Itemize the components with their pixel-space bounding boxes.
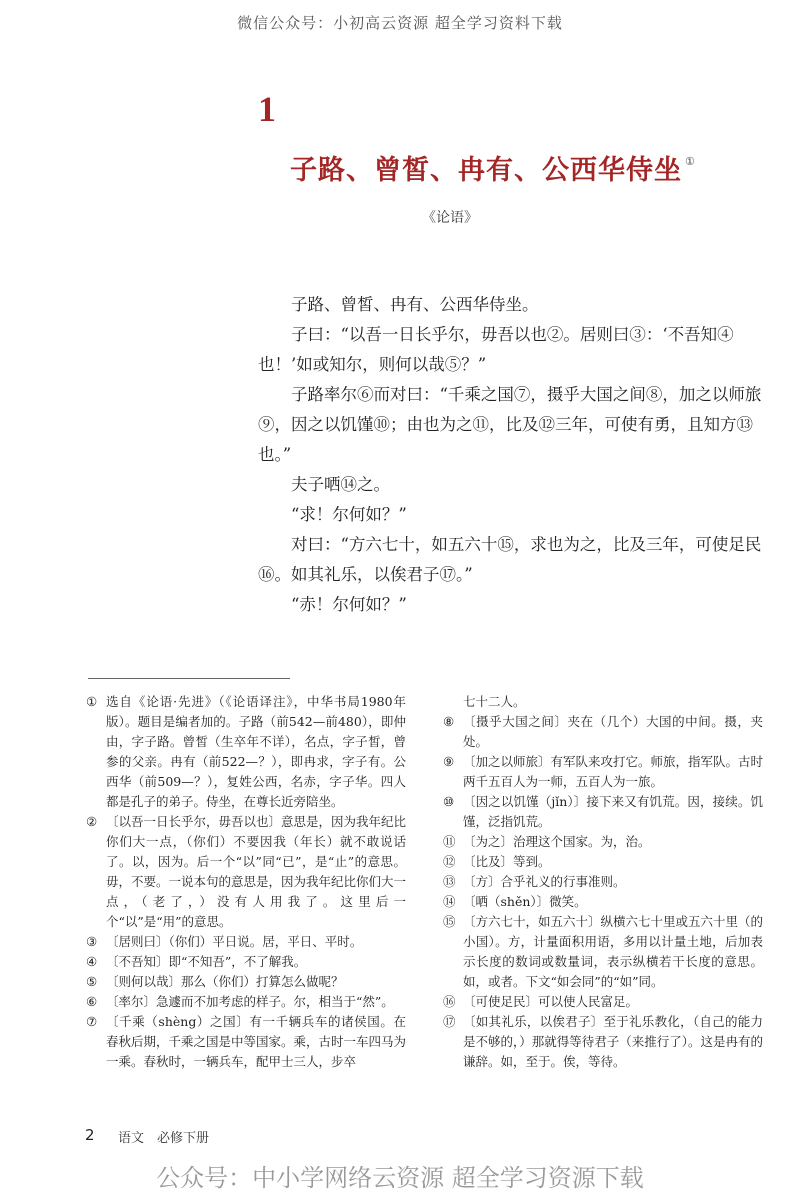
footnote-number: ⑧ [443,714,455,729]
footnote-text: 〔方〕合乎礼义的行事准则。 [463,874,626,889]
footnote-text: 〔比及〕等到。 [463,854,551,869]
footnote [443,852,763,872]
footnote [86,932,406,952]
footnote-text: 〔哂（shěn）〕微笑。 [463,894,587,909]
footnote-text: 〔以吾一日长乎尔，毋吾以也〕意思是，因为我年纪比你们大一点，（你们）不要因我（年长）就不敢说话了。以，因为。后一个“以”同“已”，是“止”的意思。毋，不要。一说本句的意思是，因为我年纪比你们大一点，（老了，）没有人用我了。这里后一个“以”是“用”的意思。 [106,814,407,929]
lesson-title [290,148,696,187]
footnote-text: 〔千乘（shèng）之国〕有一千辆兵车的诸侯国。在春秋后期，千乘之国是中等国家。乘，古时一车四马为一乘。春秋时，一辆兵车，配甲士三人，步卒 [106,1014,407,1069]
footnotes-left-column [86,692,406,1072]
book-title: 语文 必修下册 [118,1131,210,1146]
paragraph: 子路、曾皙、冉有、公西华侍坐。 [291,295,539,314]
footnote [86,972,406,992]
top-watermark: 微信公众号：小初高云资源 超全学习资料下载 [237,14,563,32]
lesson-title-text: 子路、曾皙、冉有、公西华侍坐 [290,155,682,186]
footnote-number: ③ [86,934,98,949]
footnote [86,952,406,972]
footnote-number: ⑤ [86,974,98,989]
footnote [443,1012,763,1072]
footnote-number: ⑯ [443,994,456,1009]
footnote-text: 〔居则曰〕（你们）平日说。居，平日、平时。 [106,934,363,949]
footnote-text: 〔不吾知〕即“不知吾”，不了解我。 [106,954,307,969]
paragraph: 夫子哂⑭之。 [291,475,390,494]
page-number: 2 [85,1126,95,1144]
footnote [443,752,763,792]
footnote-text: 〔因之以饥馑（jǐn）〕接下来又有饥荒。因，接续。饥馑，泛指饥荒。 [463,794,763,829]
footnote-number: ⑫ [443,854,456,869]
paragraph: 子曰：“以吾一日长乎尔，毋吾以也②。居则曰③：‘不吾知④也！’如或知尔，则何以哉⑤？” [258,325,734,374]
footnote-number: ⑮ [443,914,456,929]
footnote-number: ⑦ [86,1014,98,1029]
footnote-number: ⑬ [443,874,456,889]
paragraph: “求！尔何如？” [291,505,407,524]
paragraph: 子路率尔⑥而对曰：“千乘之国⑦，摄乎大国之间⑧，加之以师旅⑨，因之以饥馑⑩；由也为之⑪，比及⑫三年，可使有勇，且知方⑬也。” [258,385,762,464]
footnotes-right-column [443,692,763,1072]
footnote-text: 〔加之以师旅〕有军队来攻打它。师旅，指军队。古时两千五百人为一师，五百人为一旅。 [463,754,764,789]
footnote [443,792,763,832]
footnote-divider [88,678,290,679]
footnote-text: 〔可使足民〕可以使人民富足。 [463,994,639,1009]
paragraph: 对曰：“方六七十，如五六十⑮，求也为之，比及三年，可使足民⑯。如其礼乐，以俟君子⑰。” [258,535,762,584]
footnote [86,992,406,1012]
footnote-text: 〔摄乎大国之间〕夹在（几个）大国的中间。摄，夹处。 [463,714,763,749]
footnote [443,892,763,912]
footnote [443,712,763,752]
footnote-number: ⑰ [443,1014,456,1029]
footnote [443,992,763,1012]
paragraph: “赤！尔何如？” [291,595,407,614]
lesson-source: 《论语》 [422,210,478,226]
footnote-number: ⑥ [86,994,98,1009]
footnote [443,832,763,852]
footnote [86,812,406,932]
bottom-watermark: 公众号：中小学网络云资源 超全学习资源下载 [156,1164,644,1192]
footnote [443,912,763,992]
footnote-text: 选自《论语·先进》（《论语译注》，中华书局1980年版）。题目是编者加的。子路（前542—前480），即仲由，字子路。曾皙（生卒年不详），名点，字子皙，曾参的父亲。冉有（前522—？），即冉求，字子有。公西华（前509—？），复姓公西，名赤，字子华。四人都是孔子的弟子。侍坐，在尊长近旁陪坐。 [106,694,406,809]
footnote-text: 〔如其礼乐，以俟君子〕至于礼乐教化，（自己的能力是不够的，）那就得等待君子（来推行了）。这是冉有的谦辞。如，至于。俟，等待。 [463,1014,764,1069]
footnote-continuation [443,692,763,712]
footnote-text: 〔为之〕治理这个国家。为，治。 [463,834,651,849]
footnote-text: 〔则何以哉〕那么（你们）打算怎么做呢？ [106,974,344,989]
footnote-number: ① [86,694,98,709]
footnote-number: ④ [86,954,98,969]
title-footnote-marker: ① [685,155,696,168]
lesson-number: 1 [258,89,276,129]
footnote [443,872,763,892]
footnote [86,1012,406,1072]
footnote-number: ⑩ [443,794,455,809]
footnote-text: 七十二人。 [463,694,526,709]
footnote-number: ⑪ [443,834,456,849]
footnote-number: ⑨ [443,754,455,769]
footnote-number: ⑭ [443,894,456,909]
footnote-text: 〔率尔〕急遽而不加考虑的样子。尔，相当于“然”。 [106,994,394,1009]
footnote [86,692,406,812]
main-text [258,290,778,620]
footnote-number: ② [86,814,98,829]
footnote-text: 〔方六七十，如五六十〕纵横六七十里或五六十里（的小国）。方，计量面积用语，多用以计量土地，后加表示长度的数词或数量词，表示纵横若干长度的意思。如，或者。下文“如会同”的“如”同。 [463,914,764,989]
